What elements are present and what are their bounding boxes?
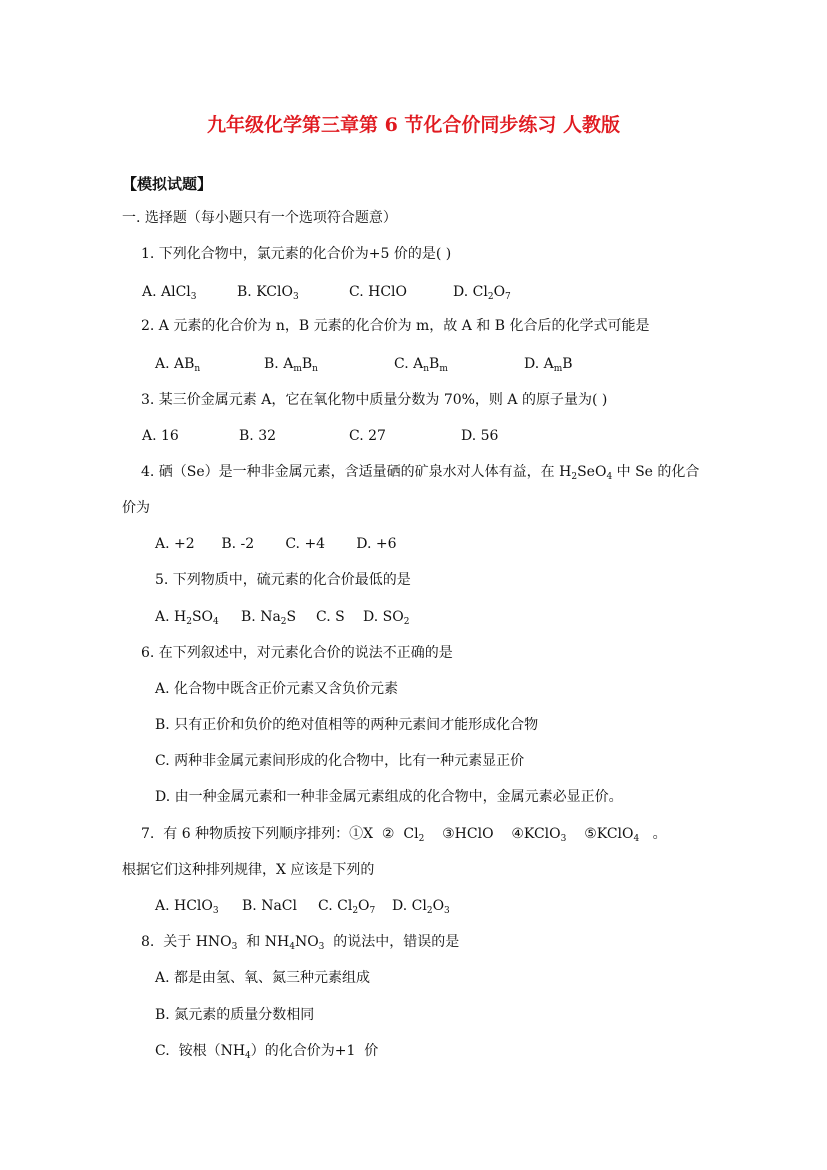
question-6-stem: 6. 在下列叙述中，对元素化合价的说法不正确的是	[141, 645, 453, 661]
question-7-option-b: B. NaCl	[242, 898, 297, 914]
question-2-stem: 2. A 元素的化合价为 n，B 元素的化合价为 m，故 A 和 B 化合后的化学式可能是	[141, 318, 650, 334]
question-2-option-d: D. $A_mB$	[524, 356, 573, 374]
question-2-option-a: A. $AB_n$	[155, 356, 201, 374]
question-3-option-a: A. 16	[142, 428, 179, 444]
question-7-option-d: D. $Cl_2O_3$	[392, 898, 450, 916]
question-5-option-a: A. $H_2SO_4$	[155, 609, 219, 627]
question-7-stem-continued: 根据它们这种排列规律，X 应该是下列的	[122, 862, 375, 878]
part-heading: 一. 选择题（每小题只有一个选项符合题意）	[122, 210, 397, 226]
question-1-option-a: A. AlCl$_3$	[142, 284, 197, 302]
question-5-option-b: B. $Na_2S$	[241, 609, 297, 627]
question-6-option-c: C. 两种非金属元素间形成的化合物中，比有一种元素显正价	[155, 753, 525, 769]
question-1-stem: 1. 下列化合物中，氯元素的化合价为+5 价的是( )	[141, 246, 452, 262]
question-5-stem: 5. 下列物质中，硫元素的化合价最低的是	[155, 572, 411, 588]
question-3-option-b: B. 32	[239, 428, 277, 444]
question-2-option-b: B. $A_mB_n$	[264, 356, 318, 374]
question-2-option-c: C. $A_nB_m$	[394, 356, 448, 374]
question-1-option-c: C. HClO	[349, 284, 407, 300]
question-6-option-d: D. 由一种金属元素和一种非金属元素组成的化合物中，金属元素必显正价。	[155, 789, 623, 805]
question-8-option-b: B. 氮元素的质量分数相同	[155, 1007, 315, 1023]
question-5-option-d: D. $SO_2$	[363, 609, 410, 627]
question-7-option-c: C. $Cl_2O_7$	[318, 898, 376, 916]
question-6-option-b: B. 只有正价和负价的绝对值相等的两种元素间才能形成化合物	[155, 717, 539, 733]
question-1-option-d: D. $Cl_2O_7$	[453, 284, 511, 302]
question-6-option-a: A. 化合物中既含正价元素又含负价元素	[155, 681, 399, 697]
question-3-option-d: D. 56	[461, 428, 499, 444]
question-7-option-a: A. HClO$_3$	[155, 898, 219, 916]
question-4-stem-continued: 价为	[122, 500, 150, 516]
question-8-option-c: C. 铵根$(NH_4)$的化合价为+1 价	[155, 1043, 379, 1061]
question-8-stem: 8. 关于 $HNO_3$ 和 $NH_4NO_3$ 的说法中，错误的是	[141, 934, 460, 952]
page-title: 九年级化学第三章第 6 节化合价同步练习 人教版	[206, 114, 621, 136]
question-5-option-c: C. S	[316, 609, 345, 625]
question-3-option-c: C. 27	[349, 428, 386, 444]
question-7-stem: 7. 有 6 种物质按下列顺序排列：①X ② $Cl_2$ ③HClO ④KClO$_3$ ⑤KClO$_4$ 。	[141, 826, 667, 844]
section-header: 【模拟试题】	[122, 175, 213, 193]
question-4-stem: 4. 硒（Se）是一种非金属元素，含适量硒的矿泉水对人体有益，在 $H_2SeO_4$ 中 Se 的化合	[141, 464, 700, 482]
question-4-options: A. +2 B. -2 C. +4 D. +6	[155, 536, 397, 552]
question-8-option-a: A. 都是由氢、氧、氮三种元素组成	[155, 970, 371, 986]
question-1-option-b: B. KClO$_3$	[237, 284, 299, 302]
question-3-stem: 3. 某三价金属元素 A，它在氧化物中质量分数为 70%，则 A 的原子量为( )	[141, 392, 608, 408]
